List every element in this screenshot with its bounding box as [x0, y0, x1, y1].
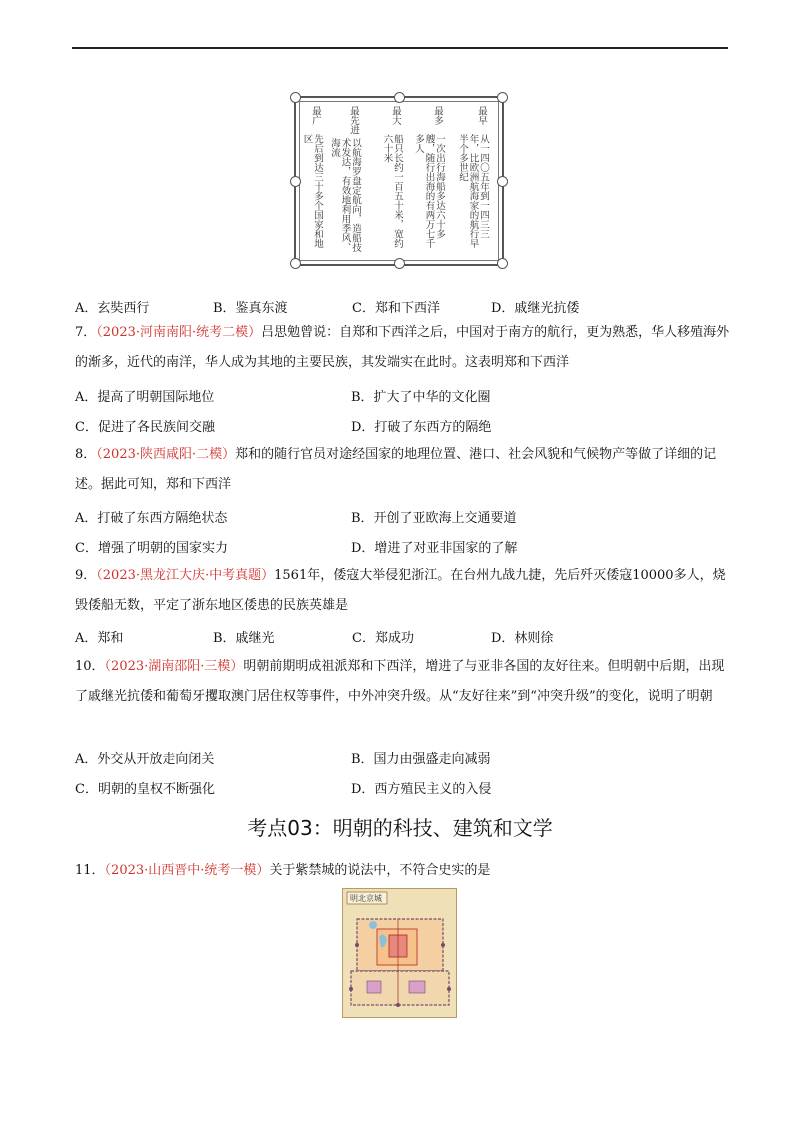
- q11-stem: 关于紫禁城的说法中，不符合史实的是: [269, 863, 491, 878]
- q10-option-b[interactable]: B．国力由强盛走向减弱: [351, 752, 491, 767]
- question-11: [75, 856, 730, 886]
- question-7: [75, 318, 730, 378]
- q7-option-b[interactable]: B．扩大了中华的文化圈: [351, 390, 491, 405]
- map-title: 明北京城: [350, 894, 382, 903]
- q10-number: 10．: [75, 659, 105, 674]
- q9-option-b[interactable]: B．戚继光: [213, 631, 275, 646]
- question-9: [75, 561, 730, 621]
- q10-option-d[interactable]: D．西方殖民主义的入侵: [351, 782, 492, 797]
- q6-option-a[interactable]: A．玄奘西行: [75, 301, 150, 316]
- q9-option-d[interactable]: D．林则徐: [491, 631, 554, 646]
- frame-knob: [290, 258, 301, 269]
- q7-option-a[interactable]: A．提高了明朝国际地位: [75, 390, 215, 405]
- frame-knob: [497, 92, 508, 103]
- frame-knob: [497, 258, 508, 269]
- q8-option-a[interactable]: A．打破了东西方隔绝状态: [75, 511, 228, 526]
- col-text-advanced: 以航海罗盘定航向，造船技术发达，有效地利用季风、海流: [329, 138, 361, 252]
- q9-number: 9．: [75, 568, 97, 583]
- col-head-widest: 最广: [310, 106, 321, 125]
- q9-option-c[interactable]: C．郑成功: [352, 631, 414, 646]
- frame-knob: [290, 176, 301, 187]
- q8-option-b[interactable]: B．开创了亚欧海上交通要道: [351, 511, 517, 526]
- col-head-largest: 最大: [390, 106, 401, 125]
- header-rule: [72, 47, 728, 49]
- q8-option-c[interactable]: C．增强了明朝的国家实力: [75, 541, 228, 556]
- q7-source: （2023·河南南阳·统考二模）: [96, 325, 262, 340]
- frame-knob: [394, 258, 405, 269]
- col-text-earliest: 从一四〇五年到一四三三年，比欧洲航海家的航行早半个多世纪: [457, 134, 489, 248]
- q9-source: （2023·黑龙江大庆·中考真题）: [96, 568, 275, 583]
- q6-option-d[interactable]: D．戚继光抗倭: [491, 301, 580, 316]
- zheng-he-table-image: [294, 96, 504, 266]
- q9-stem: 1561年，倭寇大举侵犯浙江。在台州九战九捷，先后歼灭倭寇10000多人，烧毁倭船无数，平定了浙东地区倭患的民族英雄是: [75, 568, 726, 613]
- col-text-widest: 先后到达三十多个国家和地区: [301, 134, 323, 248]
- q10-option-c[interactable]: C．明朝的皇权不断强化: [75, 782, 215, 797]
- q7-option-d[interactable]: D．打破了东西方的隔绝: [351, 420, 492, 435]
- q7-stem: 吕思勉曾说：自郑和下西洋之后，中国对于南方的航行，更为熟悉，华人移殖海外的渐多，近代的南洋，华人成为其地的主要民族，其发端实在此时。这表明郑和下西洋: [75, 325, 730, 370]
- col-head-earliest: 最早: [476, 106, 487, 125]
- q6-option-c[interactable]: C．郑和下西洋: [352, 301, 440, 316]
- q8-stem: 郑和的随行官员对途经国家的地理位置、港口、社会风貌和气候物产等做了详细的记述。据此可知，郑和下西洋: [75, 447, 717, 492]
- question-8: [75, 440, 730, 500]
- q10-option-a[interactable]: A．外交从开放走向闭关: [75, 752, 215, 767]
- col-head-advanced: 最先进: [348, 106, 359, 135]
- map-drawing: [343, 889, 456, 1017]
- q7-option-c[interactable]: C．促进了各民族间交融: [75, 420, 215, 435]
- question-10: [75, 652, 730, 712]
- ming-beijing-map-image: [342, 888, 457, 1018]
- q9-option-a[interactable]: A．郑和: [75, 631, 124, 646]
- frame-knob: [497, 176, 508, 187]
- q8-source: （2023·陕西咸阳·二模）: [96, 447, 236, 462]
- col-text-most: 一次出行海船多达六十多艘，随行出海的有两万七千多人: [413, 134, 445, 248]
- q10-stem: 明朝前期明成祖派郑和下西洋，增进了与亚非各国的友好往来。但明朝中后期，出现了戚继光抗倭和葡萄牙攫取澳门居住权等事件，中外冲突升级。从“友好往来”到“冲突升级”的变化，说明了明朝: [75, 659, 725, 704]
- q7-number: 7．: [75, 325, 97, 340]
- q11-number: 11．: [75, 863, 105, 878]
- col-head-most: 最多: [432, 106, 443, 125]
- q8-number: 8．: [75, 447, 97, 462]
- q6-option-b[interactable]: B．鉴真东渡: [213, 301, 288, 316]
- q10-source: （2023·湖南邵阳·三模）: [104, 659, 244, 674]
- col-text-largest: 船只长约一百五十米，宽约六十米: [381, 134, 403, 248]
- q11-source: （2023·山西晋中·统考一模）: [104, 863, 270, 878]
- frame-knob: [394, 92, 405, 103]
- q8-option-d[interactable]: D．增进了对亚非国家的了解: [351, 541, 518, 556]
- frame-knob: [290, 92, 301, 103]
- section-title: 考点03：明朝的科技、建筑和文学: [247, 816, 553, 840]
